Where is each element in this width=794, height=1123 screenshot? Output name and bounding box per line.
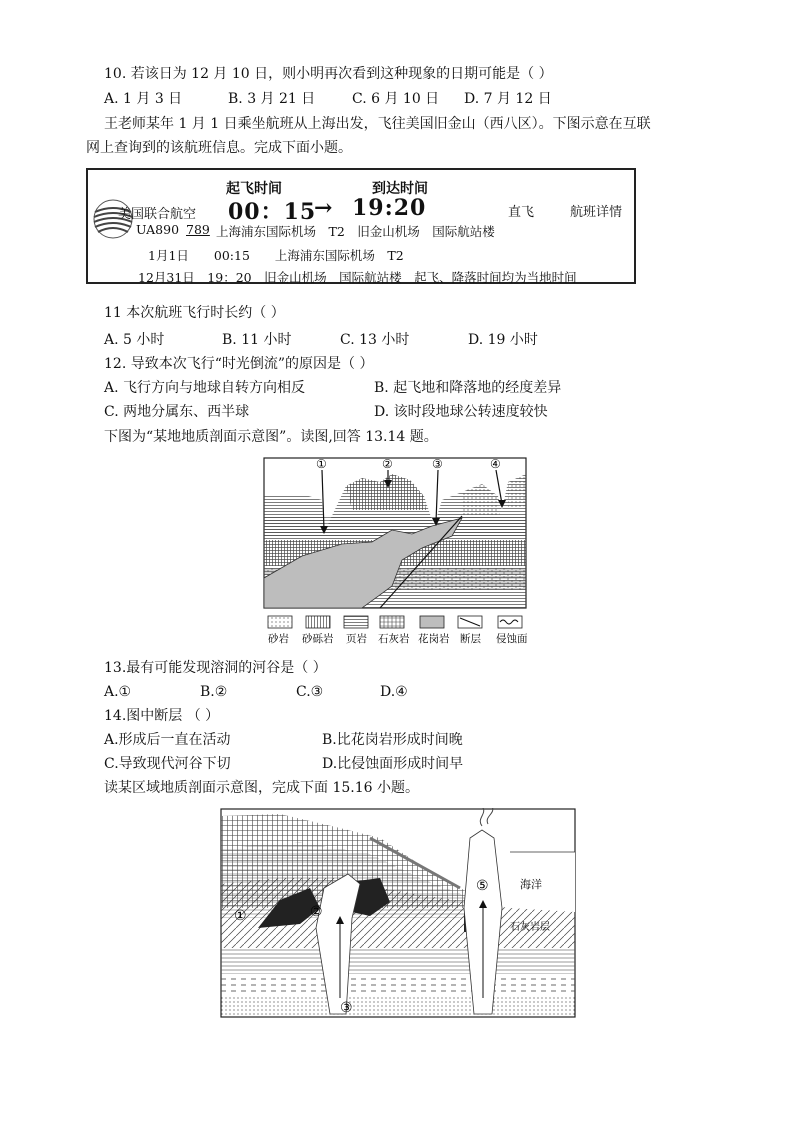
arrive-time-header: 到达时间 [372, 181, 428, 197]
q13-option-d: D.④ [380, 684, 408, 700]
legend-conglomerate-swatch [306, 616, 330, 628]
legend-limestone-swatch [380, 616, 404, 628]
flight-info-card [86, 168, 636, 284]
geology-intro-1: 下图为“某地地质剖面示意图”。读图,回答 13.14 题。 [104, 429, 438, 445]
q11-option-a: A. 5 小时 [104, 332, 165, 348]
q14-option-d: D.比侵蚀面形成时间早 [322, 756, 464, 772]
arrive-time: 19:20 [352, 195, 427, 221]
geology-figure-1 [262, 456, 528, 648]
q10-options [104, 89, 552, 109]
aircraft-code: 789 [186, 222, 210, 237]
depart-time: 00：15 [228, 199, 317, 225]
legend-erosion-surface-swatch [498, 616, 522, 628]
region-marker-4: ④ [336, 900, 349, 916]
legend-granite-swatch [420, 616, 444, 628]
q14-option-b: B.比花岗岩形成时间晚 [322, 732, 463, 748]
q13-options [104, 682, 408, 702]
q10-option-a: A. 1 月 3 日 [104, 91, 183, 107]
q12-option-a: A. 飞行方向与地球自转方向相反 [104, 380, 306, 396]
legend-shale: 页岩 [346, 633, 367, 645]
flight-intro-line2: 网上查询到的该航班信息。完成下面小题。 [86, 140, 352, 156]
q14-option-a: A.形成后一直在活动 [104, 732, 231, 748]
q12-options-row2 [104, 402, 548, 422]
q10-stem: 10. 若该日为 12 月 10 日，则小明再次看到这种现象的日期可能是（ ） [104, 66, 553, 82]
depart-time-header: 起飞时间 [226, 181, 282, 197]
q13-stem: 13.最有可能发现溶洞的河谷是（ ） [104, 660, 327, 676]
legend-sandstone-swatch [268, 616, 292, 628]
river-marker-3: ③ [432, 457, 443, 471]
legend-conglomerate: 砂砾岩 [302, 633, 334, 645]
q11-option-b: B. 11 小时 [222, 332, 292, 348]
airline-name: 美国联合航空 [118, 207, 197, 222]
q10-option-b: B. 3 月 21 日 [228, 91, 316, 107]
river-marker-2: ② [382, 457, 393, 471]
ocean-label: 海洋 [520, 878, 542, 891]
q10-option-d: D. 7 月 12 日 [464, 91, 552, 107]
q13-option-b: B.② [200, 684, 228, 700]
q10-option-c: C. 6 月 10 日 [352, 91, 440, 107]
q13-option-a: A.① [104, 684, 132, 700]
legend-granite: 花岗岩 [418, 633, 450, 645]
limestone-layer-label: 石灰岩层 [510, 922, 550, 933]
q14-options-row1 [104, 730, 463, 750]
geology-figure-2 [220, 808, 578, 1020]
q14-option-c: C.导致现代河谷下切 [104, 756, 231, 772]
region-marker-5: ⑤ [476, 878, 489, 894]
q12-option-d: D. 该时段地球公转速度较快 [374, 404, 548, 420]
direct-flight-label: 直飞 [508, 205, 535, 220]
region-marker-2: ② [310, 904, 323, 920]
legend-sandstone: 砂岩 [268, 633, 289, 645]
q12-stem: 12. 导致本次飞行“时光倒流”的原因是（ ） [104, 356, 374, 372]
q11-option-d: D. 19 小时 [468, 332, 538, 348]
q14-stem: 14.图中断层 （ ） [104, 708, 220, 724]
flight-route: 上海浦东国际机场 T2 旧金山机场 国际航站楼 [216, 224, 495, 239]
arrival-row: 12月31日 19：20 旧金山机场 国际航站楼 起飞、降落时间均为当地时间 [138, 270, 577, 285]
flight-intro-line1: 王老师某年 1 月 1 日乘坐航班从上海出发，飞往美国旧金山（西八区）。下图示意在互联 [104, 116, 651, 132]
legend-fault: 断层 [460, 633, 481, 645]
q11-options [104, 330, 538, 350]
q12-option-c: C. 两地分属东、西半球 [104, 404, 250, 420]
arrow-icon: → [314, 195, 334, 221]
region-marker-3: ③ [340, 1000, 353, 1016]
q11-option-c: C. 13 小时 [340, 332, 410, 348]
q14-options-row2 [104, 754, 463, 774]
q12-options-row1 [104, 378, 561, 398]
flight-number: UA890 [136, 222, 180, 237]
legend-limestone: 石灰岩 [378, 633, 410, 645]
flight-details-link[interactable]: 航班详情 [570, 205, 623, 220]
river-marker-1: ① [316, 457, 327, 471]
river-marker-4: ④ [490, 457, 501, 471]
geology-intro-2: 读某区域地质剖面示意图，完成下面 15.16 小题。 [104, 780, 419, 796]
departure-row: 1月1日 00:15 上海浦东国际机场 T2 [148, 248, 404, 263]
q13-option-c: C.③ [296, 684, 324, 700]
legend-erosion-surface: 侵蚀面 [496, 633, 528, 645]
q11-stem: 11 本次航班飞行时长约（ ） [104, 305, 285, 321]
q12-option-b: B. 起飞地和降落地的经度差异 [374, 380, 562, 396]
region-marker-1: ① [234, 908, 247, 924]
legend-shale-swatch [344, 616, 368, 628]
